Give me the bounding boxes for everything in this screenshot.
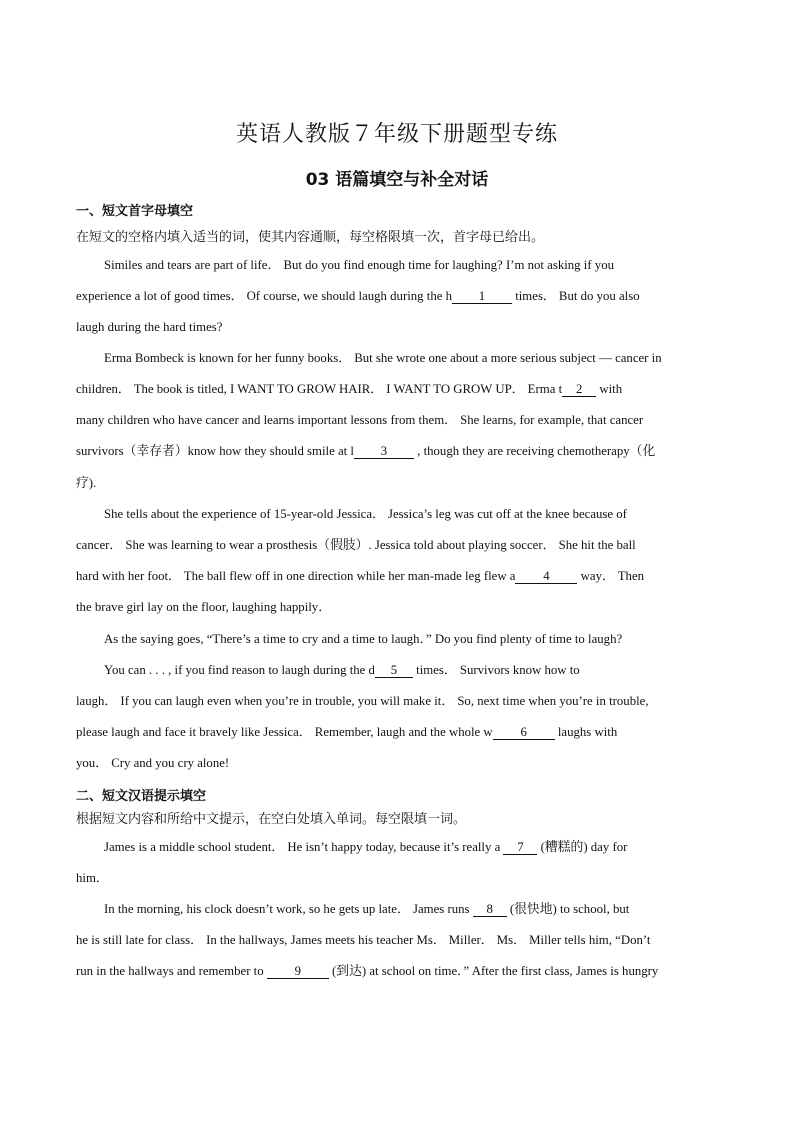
- paragraph-line: [104, 350, 718, 366]
- paragraph-line: [76, 537, 718, 553]
- paragraph-line: [76, 288, 718, 304]
- line-text: laughs with: [554, 725, 618, 739]
- line-text: many children who have cancer and learns important lessons from them． She learns, for example, that cancer: [76, 413, 644, 427]
- paragraph-line: [104, 839, 718, 855]
- paragraph-line: [76, 319, 718, 335]
- line-text: In the morning, his clock doesn’t work, so he gets up late． James runs: [104, 902, 473, 916]
- line-text: him．: [76, 871, 109, 885]
- line-text: As the saying goes, “There’s a time to cry and a time to laugh．” Do you find plenty of time to laugh?: [104, 632, 623, 646]
- line-text: children． The book is titled, I WANT TO GROW HAIR． I WANT TO GROW UP． Erma t: [76, 382, 563, 396]
- page-title: 英语人教版７年级下册题型专练: [235, 122, 558, 147]
- paragraph-line: [76, 932, 718, 948]
- paragraph-line: [104, 257, 718, 273]
- line-text: experience a lot of good times． Of course, we should laugh during the h: [76, 289, 452, 303]
- line-text: (到达) at school on time．” After the first class, James is hungry: [328, 964, 659, 978]
- line-text: Erma Bombeck is known for her funny books． But she wrote one about a more serious subject — cancer in: [104, 351, 662, 365]
- section-2-instruction: 根据短文内容和所给中文提示，在空白处填入单词。每空限填一词。: [76, 812, 467, 827]
- line-text: with: [596, 382, 623, 396]
- line-text: (很快地) to school, but: [506, 902, 630, 916]
- line-text: the brave girl lay on the floor, laughing happily．: [76, 600, 332, 614]
- paragraph-line: [76, 475, 718, 491]
- answer-blank-3[interactable]: 3: [354, 444, 414, 459]
- line-text: Similes and tears are part of life． But do you find enough time for laughing? I’m not asking if you: [104, 258, 614, 272]
- line-text: (糟糕的) day for: [537, 840, 628, 854]
- paragraph-line: [76, 963, 718, 979]
- paragraph-line: [76, 568, 718, 584]
- line-text: way． Then: [577, 569, 645, 583]
- line-text: laugh during the hard times?: [76, 320, 223, 334]
- line-text: She tells about the experience of 15-year-old Jessica． Jessica’s leg was cut off at the knee because of: [104, 507, 627, 521]
- paragraph-line: [76, 381, 718, 397]
- paragraph-line: [104, 631, 718, 647]
- answer-blank-5[interactable]: 5: [375, 663, 413, 678]
- line-text: 疗).: [76, 476, 97, 490]
- line-text: cancer． She was learning to wear a prosthesis（假肢）. Jessica told about playing soccer． She hit the ball: [76, 538, 636, 552]
- section-1-heading: 一、短文首字母填空: [76, 204, 194, 219]
- line-text: run in the hallways and remember to: [76, 964, 267, 978]
- line-text: hard with her foot． The ball flew off in one direction while her man-made leg flew a: [76, 569, 516, 583]
- section-1-instruction: 在短文的空格内填入适当的词，使其内容通顺，每空格限填一次，首字母已给出。: [76, 230, 545, 245]
- paragraph-line: [76, 724, 718, 740]
- paragraph-line: [76, 443, 718, 459]
- line-text: James is a middle school student． He isn’t happy today, because it’s really a: [104, 840, 504, 854]
- answer-blank-2[interactable]: 2: [562, 382, 596, 397]
- section-2-heading: 二、短文汉语提示填空: [76, 789, 207, 804]
- paragraph-line: [104, 506, 718, 522]
- paragraph-line: [104, 901, 718, 917]
- paragraph-line: [76, 599, 718, 615]
- line-text: laugh． If you can laugh even when you’re in trouble, you will make it． So, next time when you’re in trouble,: [76, 694, 649, 708]
- line-text: he is still late for class． In the hallways, James meets his teacher Ms． Miller． Ms． Miller tells him, “Don’t: [76, 933, 651, 947]
- paragraph-line: [104, 662, 718, 678]
- paragraph-line: [76, 412, 718, 428]
- page-subtitle: 03 语篇填空与补全对话: [305, 170, 489, 190]
- line-text: times． Survivors know how to: [412, 663, 580, 677]
- answer-blank-8[interactable]: 8: [473, 902, 507, 917]
- line-text: times． But do you also: [512, 289, 640, 303]
- paragraph-line: [76, 870, 718, 886]
- answer-blank-9[interactable]: 9: [267, 964, 329, 979]
- line-text: please laugh and face it bravely like Jessica． Remember, laugh and the whole w: [76, 725, 493, 739]
- answer-blank-1[interactable]: 1: [452, 289, 512, 304]
- answer-blank-6[interactable]: 6: [493, 725, 555, 740]
- line-text: you． Cry and you cry alone!: [76, 756, 230, 770]
- paragraph-line: [76, 693, 718, 709]
- line-text: , though they are receiving chemotherapy（化: [413, 444, 656, 458]
- paragraph-line: [76, 755, 718, 771]
- line-text: You can . . . , if you find reason to laugh during the d: [104, 663, 375, 677]
- answer-blank-4[interactable]: 4: [515, 569, 577, 584]
- line-text: survivors（幸存者）know how they should smile at l: [76, 444, 354, 458]
- answer-blank-7[interactable]: 7: [503, 840, 537, 855]
